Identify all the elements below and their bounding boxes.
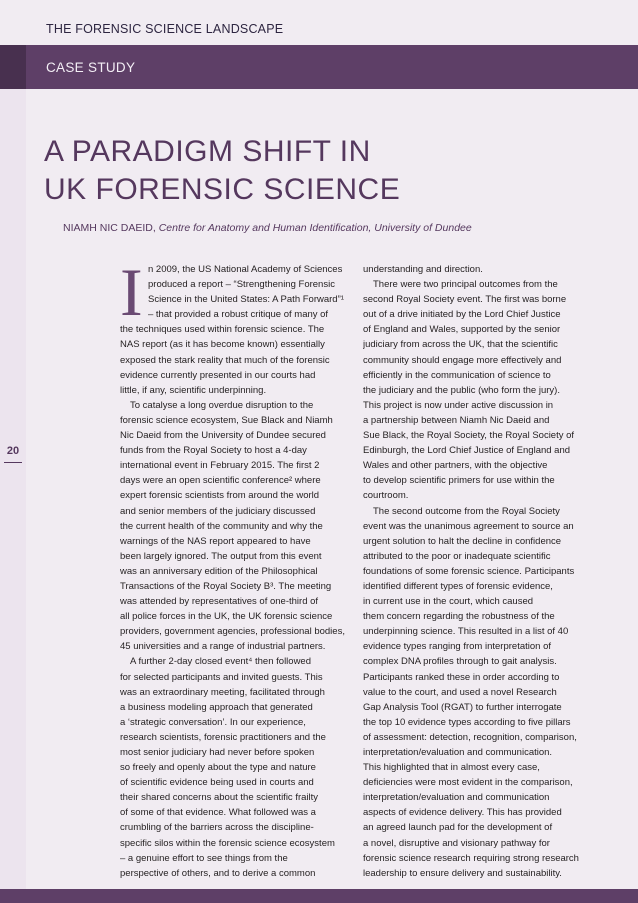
text-line: Edinburgh, the Lord Chief Justice of England and (363, 445, 571, 457)
text-line: of England and Wales, supported by the senior (363, 324, 561, 336)
text-line: was an extraordinary meeting, facilitated through (120, 686, 325, 698)
text-line: complex DNA profiles through to gait analysis. (363, 656, 557, 668)
text-line: for selected participants and invited guests. This (120, 671, 323, 683)
text-line: second Royal Society event. The first was borne (363, 294, 567, 306)
text-line: leadership to ensure delivery and sustainability. (363, 867, 562, 879)
text-line: attributed to the poor or inadequate scientific (363, 550, 551, 562)
text-line: The second outcome from the Royal Society (373, 505, 560, 517)
text-line: urgent solution to halt the decline in confidence (363, 535, 562, 547)
text-line: to develop scientific primers for use within the (363, 475, 555, 487)
text-line: event was the unanimous agreement to source an (363, 520, 574, 532)
text-line: – that provided a robust critique of many of (148, 309, 329, 321)
text-line: most senior judiciary had never before spoken (120, 747, 315, 758)
text-line: of assessment: detection, recognition, comparison, (363, 731, 577, 743)
text-line: To catalyse a long overdue disruption to the (130, 399, 314, 411)
text-line: Science in the United States: A Path Forward”¹ (148, 294, 344, 306)
text-line: little, if any, scientific underpinning. (120, 384, 267, 396)
byline (63, 222, 472, 234)
text-line: them concern regarding the robustness of the (363, 611, 555, 623)
text-line: judiciary from across the UK, that the scientific (363, 339, 558, 351)
article-title (44, 133, 604, 209)
text-line: Participants ranked these in order according to (363, 671, 560, 683)
page-margin-strip (0, 89, 26, 889)
text-line: a ‘strategic conversation’. In our experience, (120, 716, 306, 728)
text-line: a business modeling approach that generated (120, 701, 313, 713)
text-line: research scientists, forensic practitioners and the (120, 731, 326, 743)
drop-cap: I (120, 254, 143, 330)
text-line: forensic science ecosystem, Sue Black and Niamh (120, 414, 333, 426)
body-column-2 (363, 262, 595, 881)
text-line: community should engage more effectively and (363, 354, 562, 366)
text-line: NAS report (as it has become known) essentially (120, 339, 325, 351)
text-line: forensic science research requiring strong research (363, 852, 579, 864)
text-line: warnings of the NAS report appeared to have (120, 535, 311, 547)
footer-bar (0, 889, 638, 903)
text-line: courtroom. (363, 490, 409, 502)
text-line: the judiciary and the public (who form the jury). (363, 384, 560, 396)
text-line: There were two principal outcomes from the (373, 279, 558, 291)
text-line: specific silos within the forensic science ecosystem (120, 837, 335, 849)
text-line: A further 2-day closed event⁴ then followed (130, 656, 311, 668)
text-line: expert forensic scientists from around the world (120, 490, 320, 502)
text-line: of some of that evidence. What followed was a (120, 807, 316, 819)
author-name: NIAMH NIC DAEID, (63, 222, 156, 234)
title-line-2: UK FORENSIC SCIENCE (44, 173, 401, 206)
text-line: was attended by representatives of one-third of (120, 596, 319, 608)
text-line: understanding and direction. (363, 264, 483, 275)
text-line: the current health of the community and why the (120, 520, 323, 532)
text-line: crumbling of the barriers across the discipline- (120, 822, 314, 834)
text-line: the techniques used within forensic science. The (120, 324, 325, 336)
text-line: was an anniversary edition of the Philosophical (120, 565, 318, 577)
text-line: This highlighted that in almost every case, (363, 762, 540, 774)
text-line: underpinning science. This resulted in a list of 40 (363, 626, 569, 638)
text-line: perspective of others, and to derive a common (120, 867, 316, 879)
text-line: evidence currently presented in our courts had (120, 369, 316, 381)
text-line: so freely and openly about the type and nature (120, 762, 316, 774)
text-line: n 2009, the US National Academy of Sciences (148, 264, 343, 275)
text-line: days were an open scientific conference² where (120, 475, 321, 487)
text-line: a novel, disruptive and visionary pathway for (363, 837, 550, 849)
text-line: Transactions of the Royal Society B³. The meeting (120, 580, 332, 592)
text-line: 45 universities and a range of industrial partners. (120, 641, 326, 653)
case-study-label: CASE STUDY (46, 60, 136, 75)
text-line: interpretation/evaluation and communication (363, 792, 550, 804)
page-number: 20 (6, 445, 20, 457)
text-line: international event in February 2015. The first 2 (120, 460, 320, 472)
text-line: Wales and other partners, with the objective (363, 460, 548, 472)
text-line: out of a drive initiated by the Lord Chief Justice (363, 309, 561, 321)
text-line: produced a report – “Strengthening Forensic (148, 279, 335, 291)
text-line: Nic Daeid from the University of Dundee secured (120, 430, 326, 442)
author-affiliation: Centre for Anatomy and Human Identification, University of Dundee (158, 222, 472, 234)
text-line: efficiently in the communication of science to (363, 369, 551, 381)
text-line: providers, government agencies, professional bodies, (120, 626, 345, 638)
text-line: foundations of some forensic science. Participants (363, 565, 575, 577)
text-line: value to the court, and used a novel Research (363, 686, 557, 698)
text-line: been largely ignored. The output from this event (120, 550, 322, 562)
text-line: aspects of evidence delivery. This has provided (363, 807, 562, 819)
text-line: This project is now under active discussion in (363, 399, 554, 411)
text-line: an agreed launch pad for the development of (363, 822, 553, 834)
body-column-1 (120, 254, 352, 881)
title-line-1: A PARADIGM SHIFT IN (44, 135, 371, 168)
section-label: THE FORENSIC SCIENCE LANDSCAPE (46, 22, 284, 36)
text-line: and senior members of the judiciary discussed (120, 505, 316, 517)
text-line: interpretation/evaluation and communication. (363, 747, 553, 758)
text-line: identified different types of forensic evidence, (363, 580, 553, 592)
page-number-rule (4, 462, 22, 463)
text-line: funds from the Royal Society to host a 4-day (120, 445, 307, 457)
text-line: the top 10 evidence types according to five pillars (363, 716, 571, 728)
text-line: their shared concerns about the scientific frailty (120, 792, 319, 804)
text-line: – a genuine effort to see things from the (120, 852, 288, 864)
text-line: exposed the stark reality that much of the forensic (120, 354, 330, 366)
band-edge (0, 45, 26, 89)
text-line: evidence types ranging from interpretation of (363, 641, 551, 653)
text-line: deficiencies were most evident in the comparison, (363, 777, 573, 789)
text-line: in current use in the court, which caused (363, 596, 534, 608)
text-line: Gap Analysis Tool (RGAT) to further interrogate (363, 701, 562, 713)
text-line: of scientific evidence being used in courts and (120, 777, 314, 789)
text-line: all police forces in the UK, the UK forensic science (120, 611, 333, 623)
text-line: a partnership between Niamh Nic Daeid and (363, 414, 550, 426)
text-line: Sue Black, the Royal Society, the Royal Society of (363, 430, 575, 442)
